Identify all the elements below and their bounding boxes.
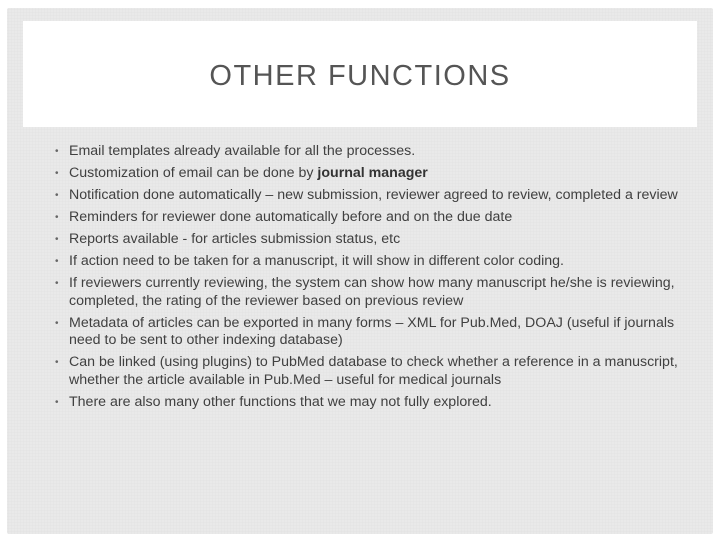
bullet-dot-icon: •	[55, 396, 59, 408]
bullet-text: Reports available - for articles submission status, etc	[69, 231, 401, 247]
bullet-dot-icon: •	[55, 278, 59, 289]
bullet-text: If action need to be taken for a manuscript, it will show in different color coding.	[69, 253, 564, 269]
bullet-item	[55, 315, 683, 350]
bullet-dot-icon: •	[55, 234, 59, 245]
bullet-item	[55, 209, 683, 227]
bullet-text: Customization of email can be done by	[69, 165, 318, 181]
bullet-list	[55, 143, 683, 416]
slide	[7, 8, 713, 534]
bullet-item	[55, 165, 683, 183]
bullet-item	[55, 143, 683, 161]
bullet-item	[55, 394, 683, 412]
bullet-item	[55, 354, 683, 389]
bullet-text: Can be linked (using plugins) to PubMed database to check whether a reference in a manuscript, whether the article available in Pub.Med – useful for medical journals	[69, 354, 678, 388]
title-box	[23, 21, 697, 127]
bullet-item	[55, 187, 683, 205]
bullet-item	[55, 253, 683, 271]
bullet-dot-icon: •	[55, 256, 59, 267]
slide-title: OTHER FUNCTIONS	[209, 59, 511, 92]
bullet-text: Email templates already available for all the processes.	[69, 143, 416, 159]
bullet-text: Notification done automatically – new submission, reviewer agreed to review, completed a review	[69, 187, 678, 203]
bullet-dot-icon: •	[55, 212, 59, 223]
bullet-dot-icon: •	[55, 190, 59, 201]
bullet-text: If reviewers currently reviewing, the system can show how many manuscript he/she is reviewing, completed, the rating of the reviewer based on previous review	[69, 275, 675, 309]
bullet-item	[55, 231, 683, 249]
bullet-bold-text: journal manager	[317, 165, 428, 181]
bullet-text: Reminders for reviewer done automatically before and on the due date	[69, 209, 513, 225]
bullet-item	[55, 275, 683, 310]
bullet-dot-icon: •	[55, 317, 59, 329]
bullet-text: Metadata of articles can be exported in many forms – XML for Pub.Med, DOAJ (useful if journals need to be sent to other indexing database)	[69, 314, 675, 348]
bullet-text: There are also many other functions that we may not fully explored.	[69, 393, 492, 410]
bullet-dot-icon: •	[55, 146, 59, 157]
bullet-dot-icon: •	[55, 357, 59, 368]
bullet-dot-icon: •	[55, 168, 59, 179]
